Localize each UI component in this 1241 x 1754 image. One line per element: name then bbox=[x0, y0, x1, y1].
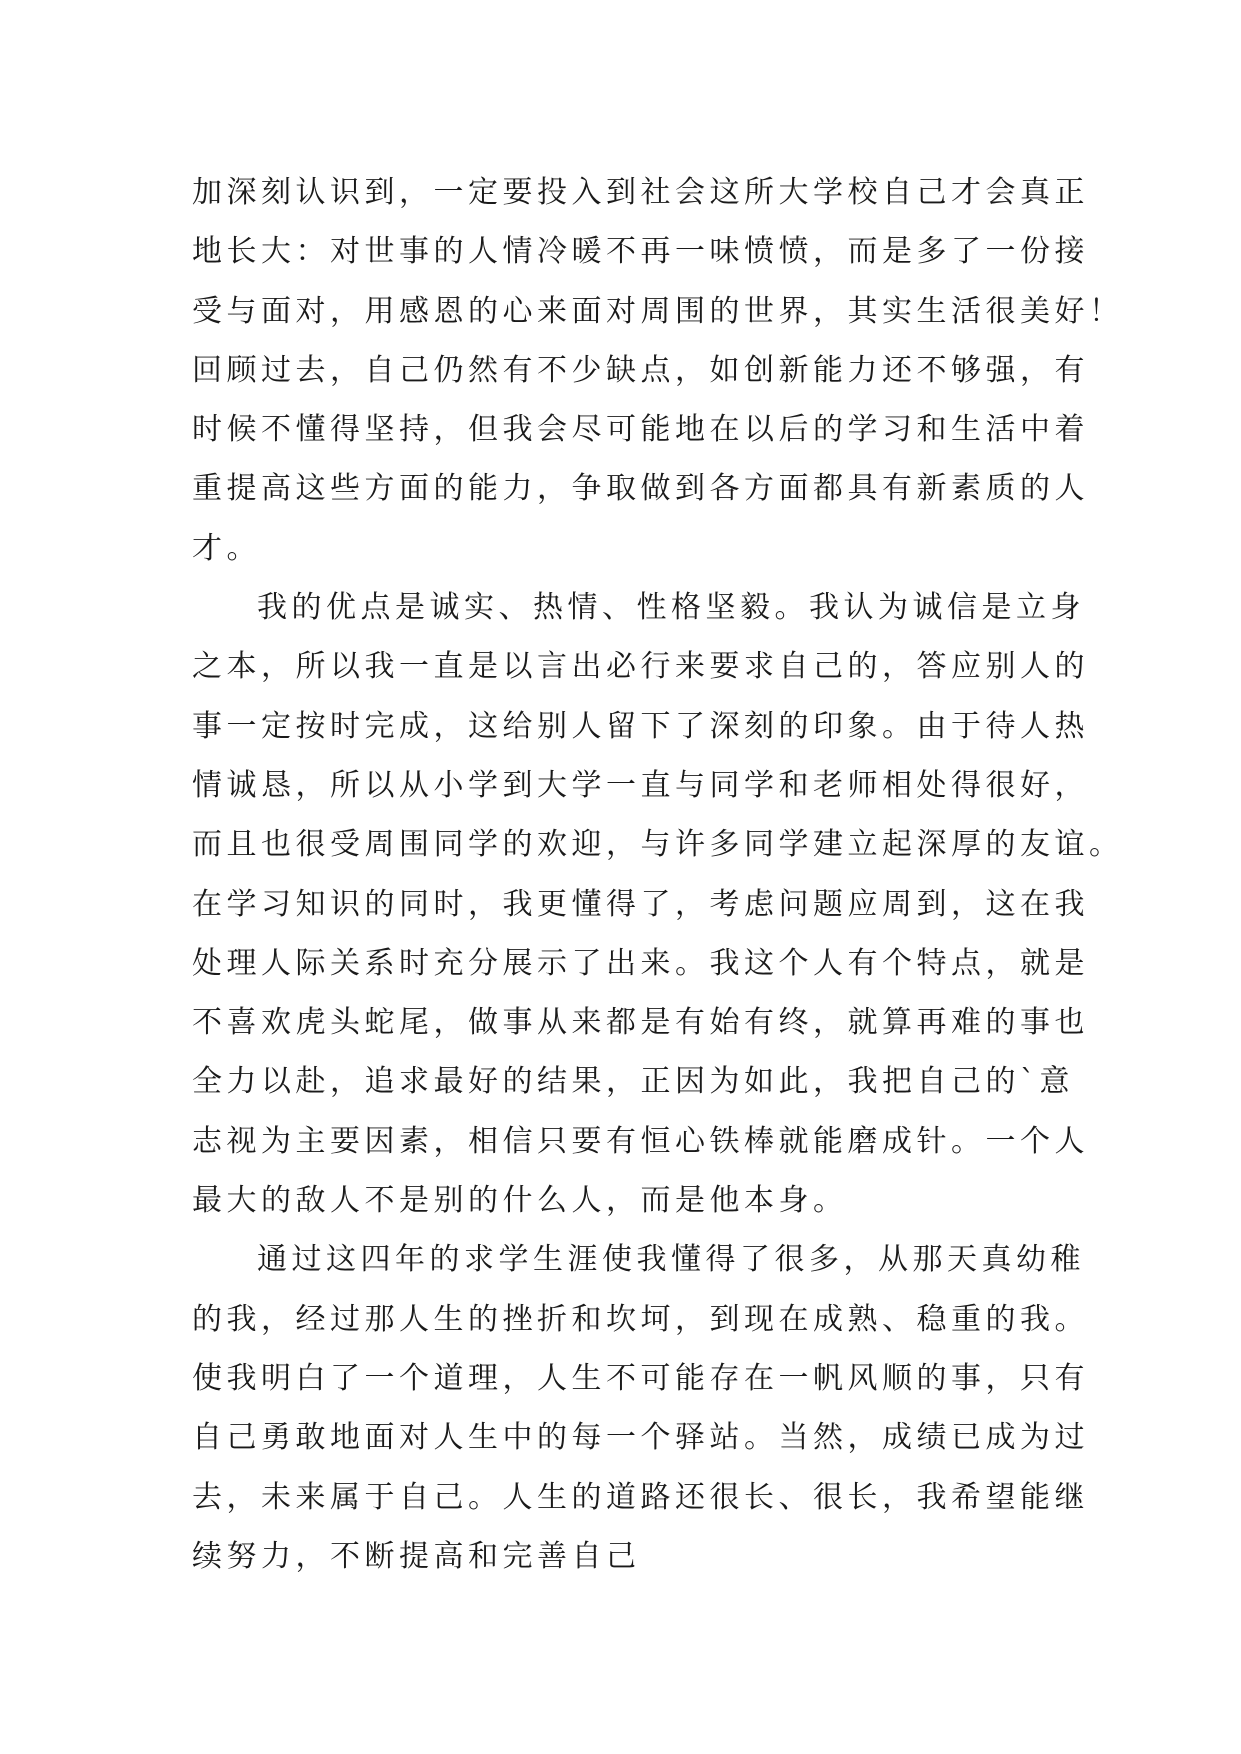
text-line: 在学习知识的同时，我更懂得了，考虑问题应周到，这在我 bbox=[192, 886, 1089, 922]
text-line: 使我明白了一个道理，人生不可能存在一帆风顺的事，只有 bbox=[192, 1360, 1089, 1396]
paragraph-first-line: 通过这四年的求学生涯使我懂得了很多，从那天真幼稚 bbox=[257, 1242, 1085, 1278]
text-line: 全力以赴，追求最好的结果，正因为如此，我把自己的`意 bbox=[192, 1064, 1074, 1100]
text-line: 情诚恳，所以从小学到大学一直与同学和老师相处得很好， bbox=[192, 767, 1089, 803]
text-line: 时候不懂得坚持，但我会尽可能地在以后的学习和生活中着 bbox=[192, 412, 1089, 448]
text-line: 受与面对，用感恩的心来面对周围的世界，其实生活很美好！ bbox=[192, 293, 1124, 329]
text-line: 重提高这些方面的能力，争取做到各方面都具有新素质的人 bbox=[192, 471, 1089, 507]
paragraph-first-line: 我的优点是诚实、热情、性格坚毅。我认为诚信是立身 bbox=[257, 590, 1085, 626]
text-line: 自己勇敢地面对人生中的每一个驿站。当然，成绩已成为过 bbox=[192, 1420, 1089, 1456]
text-line: 之本，所以我一直是以言出必行来要求自己的，答应别人的 bbox=[192, 649, 1089, 685]
text-line: 最大的敌人不是别的什么人，而是他本身。 bbox=[192, 1183, 848, 1219]
text-line: 回顾过去，自己仍然有不少缺点，如创新能力还不够强，有 bbox=[192, 352, 1089, 388]
text-line: 而且也很受周围同学的欢迎，与许多同学建立起深厚的友谊。 bbox=[192, 827, 1124, 863]
text-line: 去，未来属于自己。人生的道路还很长、很长，我希望能继 bbox=[192, 1479, 1089, 1515]
text-line: 加深刻认识到，一定要投入到社会这所大学校自己才会真正 bbox=[192, 175, 1089, 210]
text-line: 的我，经过那人生的挫折和坎坷，到现在成熟、稳重的我。 bbox=[192, 1301, 1089, 1337]
text-line: 才。 bbox=[192, 530, 261, 566]
text-line: 不喜欢虎头蛇尾，做事从来都是有始有终，就算再难的事也 bbox=[192, 1005, 1089, 1041]
text-line: 志视为主要因素，相信只要有恒心铁棒就能磨成针。一个人 bbox=[192, 1123, 1089, 1159]
text-line: 地长大：对世事的人情冷暖不再一味愤愤，而是多了一份接 bbox=[192, 234, 1089, 270]
text-line: 处理人际关系时充分展示了出来。我这个人有个特点，就是 bbox=[192, 945, 1089, 981]
document-body bbox=[192, 163, 1124, 1586]
text-line: 事一定按时完成，这给别人留下了深刻的印象。由于待人热 bbox=[192, 708, 1089, 744]
text-line: 续努力，不断提高和完善自己 bbox=[192, 1538, 641, 1574]
